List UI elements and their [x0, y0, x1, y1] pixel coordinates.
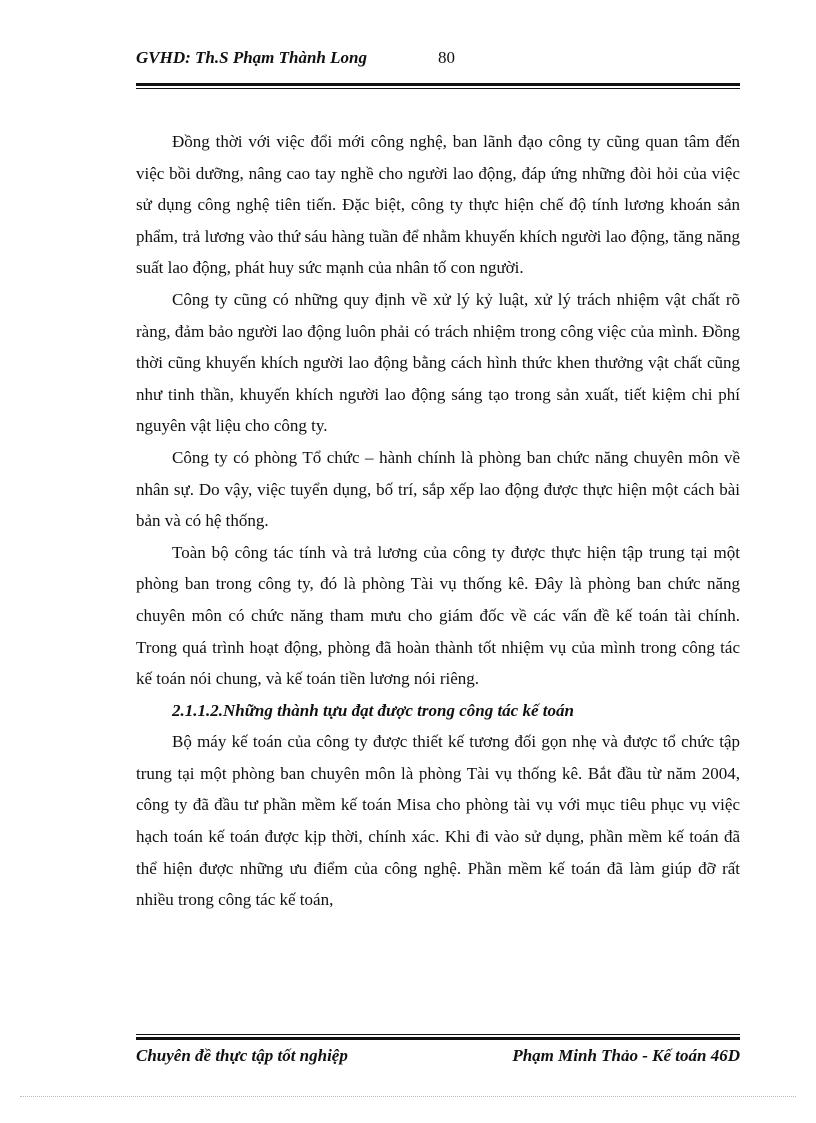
page-number: 80	[438, 48, 455, 67]
body-paragraph: Đồng thời với việc đổi mới công nghệ, ban lãnh đạo công ty cũng quan tâm đến việc bồi dưỡng, nâng cao tay nghề cho người lao động, đáp ứng những đòi hỏi của việc sử dụng công nghệ tiên tiến. Đặc biệt, công ty thực hiện chế độ tính lương khoán sản phẩm, trả lương vào thứ sáu hàng tuần để nhằm khuyến khích người lao động, tăng năng suất lao động, phát huy sức mạnh của nhân tố con người.	[136, 132, 740, 278]
header-rule	[136, 83, 740, 90]
section-heading: 2.1.1.2.Những thành tựu đạt được trong công tác kế toán	[172, 700, 574, 720]
header-advisor: GVHD: Th.S Phạm Thành Long	[136, 48, 367, 67]
body-paragraph: Toàn bộ công tác tính và trả lương của công ty được thực hiện tập trung tại một phòng ban trong công ty, đó là phòng Tài vụ thống kê. Đây là phòng ban chức năng chuyên môn có chức năng tham mưu cho giám đốc về các vấn đề kế toán tài chính. Trong quá trình hoạt động, phòng đã hoàn thành tốt nhiệm vụ của mình trong công tác kế toán nói chung, và kế toán tiền lương nói riêng.	[136, 542, 740, 689]
body-paragraph: Bộ máy kế toán của công ty được thiết kế tương đối gọn nhẹ và được tổ chức tập trung tại một phòng ban chuyên môn là phòng Tài vụ thống kê. Bắt đầu từ năm 2004, công ty đã đầu tư phần mềm kế toán Misa cho phòng tài vụ với mục tiêu phục vụ việc hạch toán kế toán được kịp thời, chính xác. Khi đi vào sử dụng, phần mềm kế toán đã thể hiện được những ưu điểm của công nghệ. Phần mềm kế toán đã làm giúp đỡ rất nhiều trong công tác kế toán,	[136, 732, 740, 910]
page-boundary-divider	[20, 1096, 796, 1097]
page-header	[136, 48, 740, 72]
document-body	[136, 126, 740, 916]
body-paragraph: Công ty cũng có những quy định về xử lý kỷ luật, xử lý trách nhiệm vật chất rõ ràng, đảm bảo người lao động luôn phải có trách nhiệm trong công việc của mình. Đồng thời cũng khuyến khích người lao động bằng cách hình thức khen thưởng vật chất cũng như tinh thần, khuyến khích người lao động sáng tạo trong sản xuất, tiết kiệm chi phí nguyên vật liệu cho công ty.	[136, 289, 740, 436]
header-rule-thin	[136, 88, 740, 89]
body-paragraph: Công ty có phòng Tổ chức – hành chính là phòng ban chức năng chuyên môn về nhân sự. Do vậy, việc tuyển dụng, bố trí, sắp xếp lao động được thực hiện một cách bài bản và có hệ thống.	[136, 447, 740, 531]
footer-rule-thin	[136, 1034, 740, 1035]
footer-title: Chuyên đề thực tập tốt nghiệp	[136, 1046, 348, 1065]
page-footer	[136, 1046, 740, 1070]
header-rule-thick	[136, 83, 740, 86]
footer-rule-thick	[136, 1037, 740, 1040]
footer-author: Phạm Minh Thảo - Kế toán 46D	[512, 1046, 740, 1065]
footer-rule	[136, 1034, 740, 1041]
